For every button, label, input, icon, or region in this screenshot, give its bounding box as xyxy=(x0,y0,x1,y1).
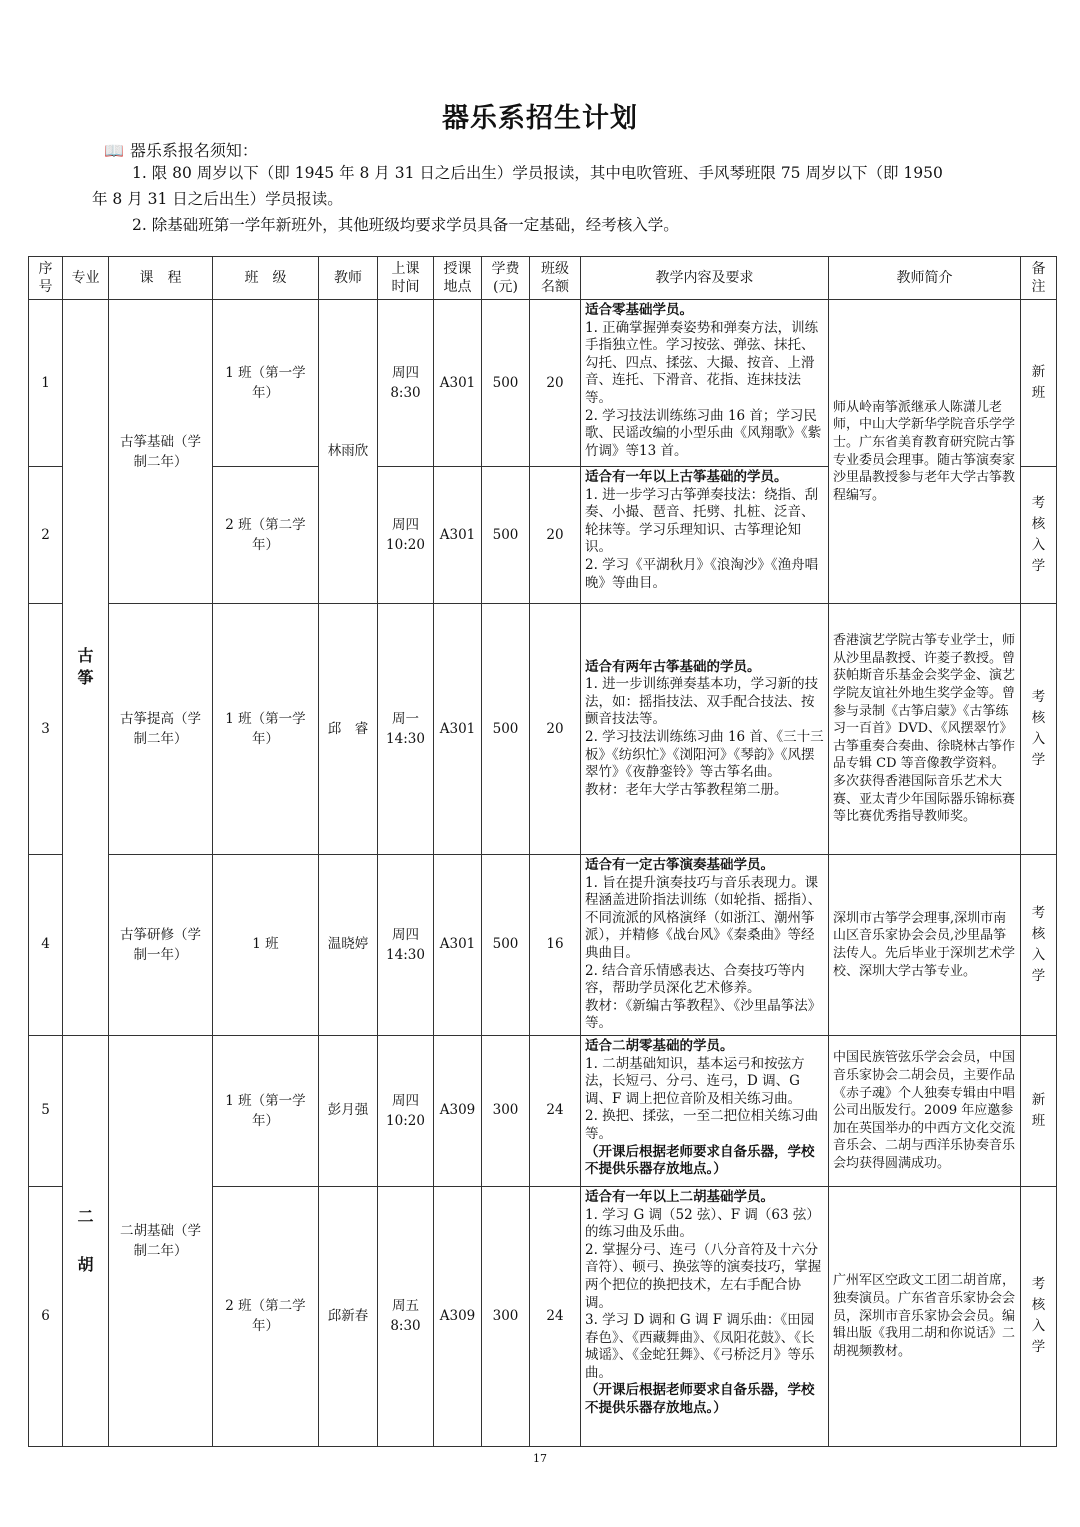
row-teacher-intro: 师从岭南筝派继承人陈潇儿老师，中山大学新华学院音乐学学士。广东省美育教育研究院古筝专业委员会理事。随古筝演奏家沙里晶教授参与老年大学古筝教程编写。 xyxy=(829,300,1021,604)
row-class: 1 班 xyxy=(213,855,319,1036)
row-quota: 20 xyxy=(530,467,581,604)
row-quota: 24 xyxy=(530,1186,581,1446)
row-class: 2 班（第二学年） xyxy=(213,467,319,604)
header-quota: 班级名额 xyxy=(530,257,581,300)
page-title: 器乐系招生计划 xyxy=(442,103,638,134)
row-class: 1 班（第一学年） xyxy=(213,300,319,467)
row-remark: 考核入学 xyxy=(1021,604,1057,855)
row-class: 2 班（第二学年） xyxy=(213,1186,319,1446)
row-content: 适合有一定古筝演奏基础学员。 1. 旨在提升演奏技巧与音乐表现力。课程涵盖进阶指法训练（如轮指、摇指）、不同流派的风格演绎（如浙江、潮州筝派），并精修《战台风》《秦桑曲》等经典曲目。 2. 结合音乐情感表达、合奏技巧等内容，帮助学员深化艺术修养。 教材：《新编古筝教程》、《沙里晶筝法》等。 xyxy=(581,855,829,1036)
row-content: 适合有一年以上古筝基础的学员。 1. 进一步学习古筝弹奏技法：绕指、刮奏、小撮、琶音、托劈、扎桩、泛音、轮抹等。学习乐理知识、古筝理论知识。 2. 学习《平湖秋月》《浪淘沙》《渔舟唱晚》等曲目。 xyxy=(581,467,829,604)
row-quota: 20 xyxy=(530,300,581,467)
row-quota: 16 xyxy=(530,855,581,1036)
table-row xyxy=(29,300,1057,467)
row-seq: 3 xyxy=(29,604,63,855)
row-fee: 300 xyxy=(482,1186,530,1446)
row-fee: 300 xyxy=(482,1035,530,1186)
header-intro: 教师简介 xyxy=(829,257,1021,300)
table-row xyxy=(29,1035,1057,1186)
row-teacher-intro: 深圳市古筝学会理事,深圳市南山区音乐家协会会员,沙里晶筝法传人。先后毕业于深圳艺术学校、深圳大学古筝专业。 xyxy=(829,855,1021,1036)
header-major: 专业 xyxy=(63,257,109,300)
header-fee: 学费(元) xyxy=(482,257,530,300)
row-seq: 5 xyxy=(29,1035,63,1186)
major-erhu: 二胡 xyxy=(63,1035,109,1446)
row-remark: 新班 xyxy=(1021,1035,1057,1186)
notice-line-1b: 年 8 月 31 日之后出生）学员报读。 xyxy=(92,190,343,208)
row-teacher: 邱新春 xyxy=(319,1186,378,1446)
row-fee: 500 xyxy=(482,604,530,855)
row-class: 1 班（第一学年） xyxy=(213,604,319,855)
notice-heading-text: 器乐系报名须知： xyxy=(129,141,258,160)
row-time: 周五 8:30 xyxy=(378,1186,434,1446)
row-class: 1 班（第一学年） xyxy=(213,1035,319,1186)
header-place: 授课地点 xyxy=(434,257,482,300)
row-course: 古筝提高（学制二年） xyxy=(109,604,213,855)
table-row xyxy=(29,855,1057,1036)
row-teacher: 温晓婷 xyxy=(319,855,378,1036)
row-content: 适合有两年古筝基础的学员。 1. 进一步训练弹奏基本功，学习新的技法，如：摇指技法、双手配合技法、按颤音技法等。 2. 学习技法训练练习曲 16 首、《三十三板》《纺织忙》《浏阳河》《琴韵》《风摆翠竹》《夜静銮铃》等古筝名曲。 教材：老年大学古筝教程第二册。 xyxy=(581,604,829,855)
row-content: 适合零基础学员。 1. 正确掌握弹奏姿势和弹奏方法，训练手指独立性。学习按弦、弹弦、抹托、勾托、四点、揉弦、大撮、按音、上滑音、连托、下滑音、花指、连抹技法等。 2. 学习技法训练练习曲 16 首；学习民歌、民谣改编的小型乐曲《风翔歌》《紫竹调》等13 首。 xyxy=(581,300,829,467)
row-remark: 考核入学 xyxy=(1021,1186,1057,1446)
row-course: 古筝研修（学制一年） xyxy=(109,855,213,1036)
header-teacher: 教师 xyxy=(319,257,378,300)
notice-heading xyxy=(104,138,258,161)
row-time: 周四 8:30 xyxy=(378,300,434,467)
row-teacher-intro: 中国民族管弦乐学会会员，中国音乐家协会二胡会员，主要作品《赤子魂》个人独奏专辑由中唱公司出版发行。2009 年应邀参加在英国举办的中西方文化交流音乐会、二胡与西洋乐协奏音乐会均获得圆满成功。 xyxy=(829,1035,1021,1186)
row-quota: 24 xyxy=(530,1035,581,1186)
row-fee: 500 xyxy=(482,300,530,467)
notice-line-1a: 1. 限 80 周岁以下（即 1945 年 8 月 31 日之后出生）学员报读，其中电吹管班、手风琴班限 75 周岁以下（即 1950 xyxy=(132,164,943,182)
row-place: A301 xyxy=(434,467,482,604)
row-teacher-intro: 广州军区空政文工团二胡首席，独奏演员。广东省音乐家协会会员，深圳市音乐家协会会员。编辑出版《我用二胡和你说话》二胡视频教材。 xyxy=(829,1186,1021,1446)
row-place: A301 xyxy=(434,300,482,467)
row-fee: 500 xyxy=(482,855,530,1036)
row-remark: 考核入学 xyxy=(1021,467,1057,604)
row-place: A309 xyxy=(434,1035,482,1186)
header-time: 上课时间 xyxy=(378,257,434,300)
row-time: 周四 10:20 xyxy=(378,1035,434,1186)
row-time: 周四 14:30 xyxy=(378,855,434,1036)
table-header-row xyxy=(29,257,1057,300)
header-class: 班 级 xyxy=(213,257,319,300)
row-seq: 4 xyxy=(29,855,63,1036)
row-place: A301 xyxy=(434,604,482,855)
row-remark: 考核入学 xyxy=(1021,855,1057,1036)
row-time: 周四 10:20 xyxy=(378,467,434,604)
row-seq: 6 xyxy=(29,1186,63,1446)
notice-line-2: 2. 除基础班第一学年新班外，其他班级均要求学员具备一定基础，经考核入学。 xyxy=(132,216,679,234)
row-place: A309 xyxy=(434,1186,482,1446)
row-place: A301 xyxy=(434,855,482,1036)
row-course: 二胡基础（学制二年） xyxy=(109,1035,213,1446)
row-seq: 2 xyxy=(29,467,63,604)
row-course: 古筝基础（学制二年） xyxy=(109,300,213,604)
row-teacher: 邱 睿 xyxy=(319,604,378,855)
row-teacher-intro: 香港演艺学院古筝专业学士，师从沙里晶教授、许菱子教授。曾获帕斯音乐基金会奖学金、演艺学院友谊社外地生奖学金等。曾参与录制《古筝启蒙》《古筝练习一百首》DVD、《风摆翠竹》古筝重奏合奏曲、徐晓林古筝作品专辑 CD 等音像教学资料。多次获得香港国际音乐艺术大赛、亚太青少年国际器乐锦标赛等比赛优秀指导教师奖。 xyxy=(829,604,1021,855)
row-seq: 1 xyxy=(29,300,63,467)
row-quota: 20 xyxy=(530,604,581,855)
row-teacher: 林雨欣 xyxy=(319,300,378,604)
page-number: 17 xyxy=(533,1452,547,1465)
row-remark: 新班 xyxy=(1021,300,1057,467)
header-content: 教学内容及要求 xyxy=(581,257,829,300)
table-row xyxy=(29,604,1057,855)
header-remark: 备注 xyxy=(1021,257,1057,300)
book-icon: 📖 xyxy=(104,141,124,160)
row-teacher: 彭月强 xyxy=(319,1035,378,1186)
major-guzheng: 古筝 xyxy=(63,300,109,1036)
enrollment-table xyxy=(28,256,1057,1447)
row-time: 周一 14:30 xyxy=(378,604,434,855)
header-seq: 序号 xyxy=(29,257,63,300)
row-fee: 500 xyxy=(482,467,530,604)
row-content: 适合有一年以上二胡基础学员。 1. 学习 G 调（52 弦）、F 调（63 弦）的练习曲及乐曲。 2. 掌握分弓、连弓（八分音符及十六分音符）、顿弓、换弦等的演奏技巧，掌握两个把位的换把技术，左右手配合协调。 3. 学习 D 调和 G 调 F 调乐曲：《田园春色》、《西藏舞曲》、《凤阳花鼓》、《长城谣》、《金蛇狂舞》、《弓桥泛月》等乐曲。 （开课后根据老师要求自备乐器，学校不提供乐器存放地点。） xyxy=(581,1186,829,1446)
header-course: 课 程 xyxy=(109,257,213,300)
row-content: 适合二胡零基础的学员。 1. 二胡基础知识，基本运弓和按弦方法，长短弓、分弓、连弓，D 调、G 调、F 调上把位音阶及相关练习曲。 2. 换把、揉弦，一至二把位相关练习曲等。 （开课后根据老师要求自备乐器，学校不提供乐器存放地点。） xyxy=(581,1035,829,1186)
